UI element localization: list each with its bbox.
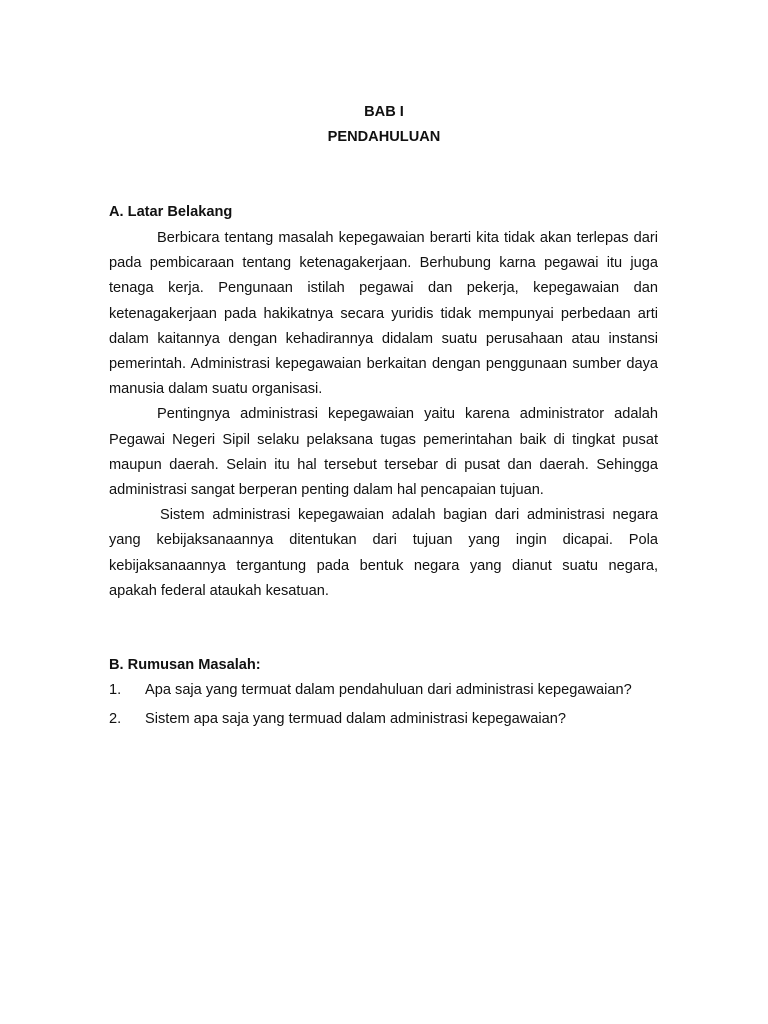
chapter-title: PENDAHULUAN	[327, 129, 441, 145]
section-heading-latar-belakang: A. Latar Belakang	[109, 204, 233, 220]
list-item	[109, 707, 658, 732]
chapter-label: BAB I	[364, 104, 404, 120]
list-item-text: Sistem apa saja yang termuad dalam administrasi kepegawaian?	[145, 711, 567, 728]
paragraph: Berbicara tentang masalah kepegawaian berarti kita tidak akan terlepas dari pada pembicaraan tentang ketenagakerjaan. Berhubung karna pegawai itu juga tenaga kerja. Pengunaan istilah pegawai dan pekerja, kepegawaian dan ketenagakerjaan pada hakikatnya secara yuridis tidak mempunyai perbedaan arti dalam kaitannya dengan kehadirannya didalam suatu perusahaan atau instansi pemerintah. Administrasi kepegawaian berkaitan dengan penggunaan sumber daya manusia dalam suatu organisasi.	[109, 230, 658, 398]
list-item-text: Apa saja yang termuat dalam pendahuluan dari administrasi kepegawaian?	[145, 682, 632, 698]
section-heading-rumusan-masalah: B. Rumusan Masalah:	[109, 657, 261, 673]
list-item	[109, 678, 658, 703]
list-item-number: 1.	[109, 682, 122, 698]
paragraph: Pentingnya administrasi kepegawaian yaitu karena administrator adalah Pegawai Negeri Sipil selaku pelaksana tugas pemerintahan baik di tingkat pusat maupun daerah. Selain itu hal tersebut tersebar di pusat dan daerah. Sehingga administrasi sangat berperan penting dalam hal pencapaian tujuan.	[109, 406, 658, 499]
section-body-latar-belakang	[109, 226, 658, 604]
list-item-number: 2.	[109, 711, 122, 728]
paragraph: Sistem administrasi kepegawaian adalah bagian dari administrasi negara yang kebijaksanaannya ditentukan dari tujuan yang ingin dicapai. Pola kebijaksanaannya tergantung pada bentuk negara yang dianut suatu negara, apakah federal ataukah kesatuan.	[109, 507, 658, 599]
problem-list	[109, 678, 658, 736]
